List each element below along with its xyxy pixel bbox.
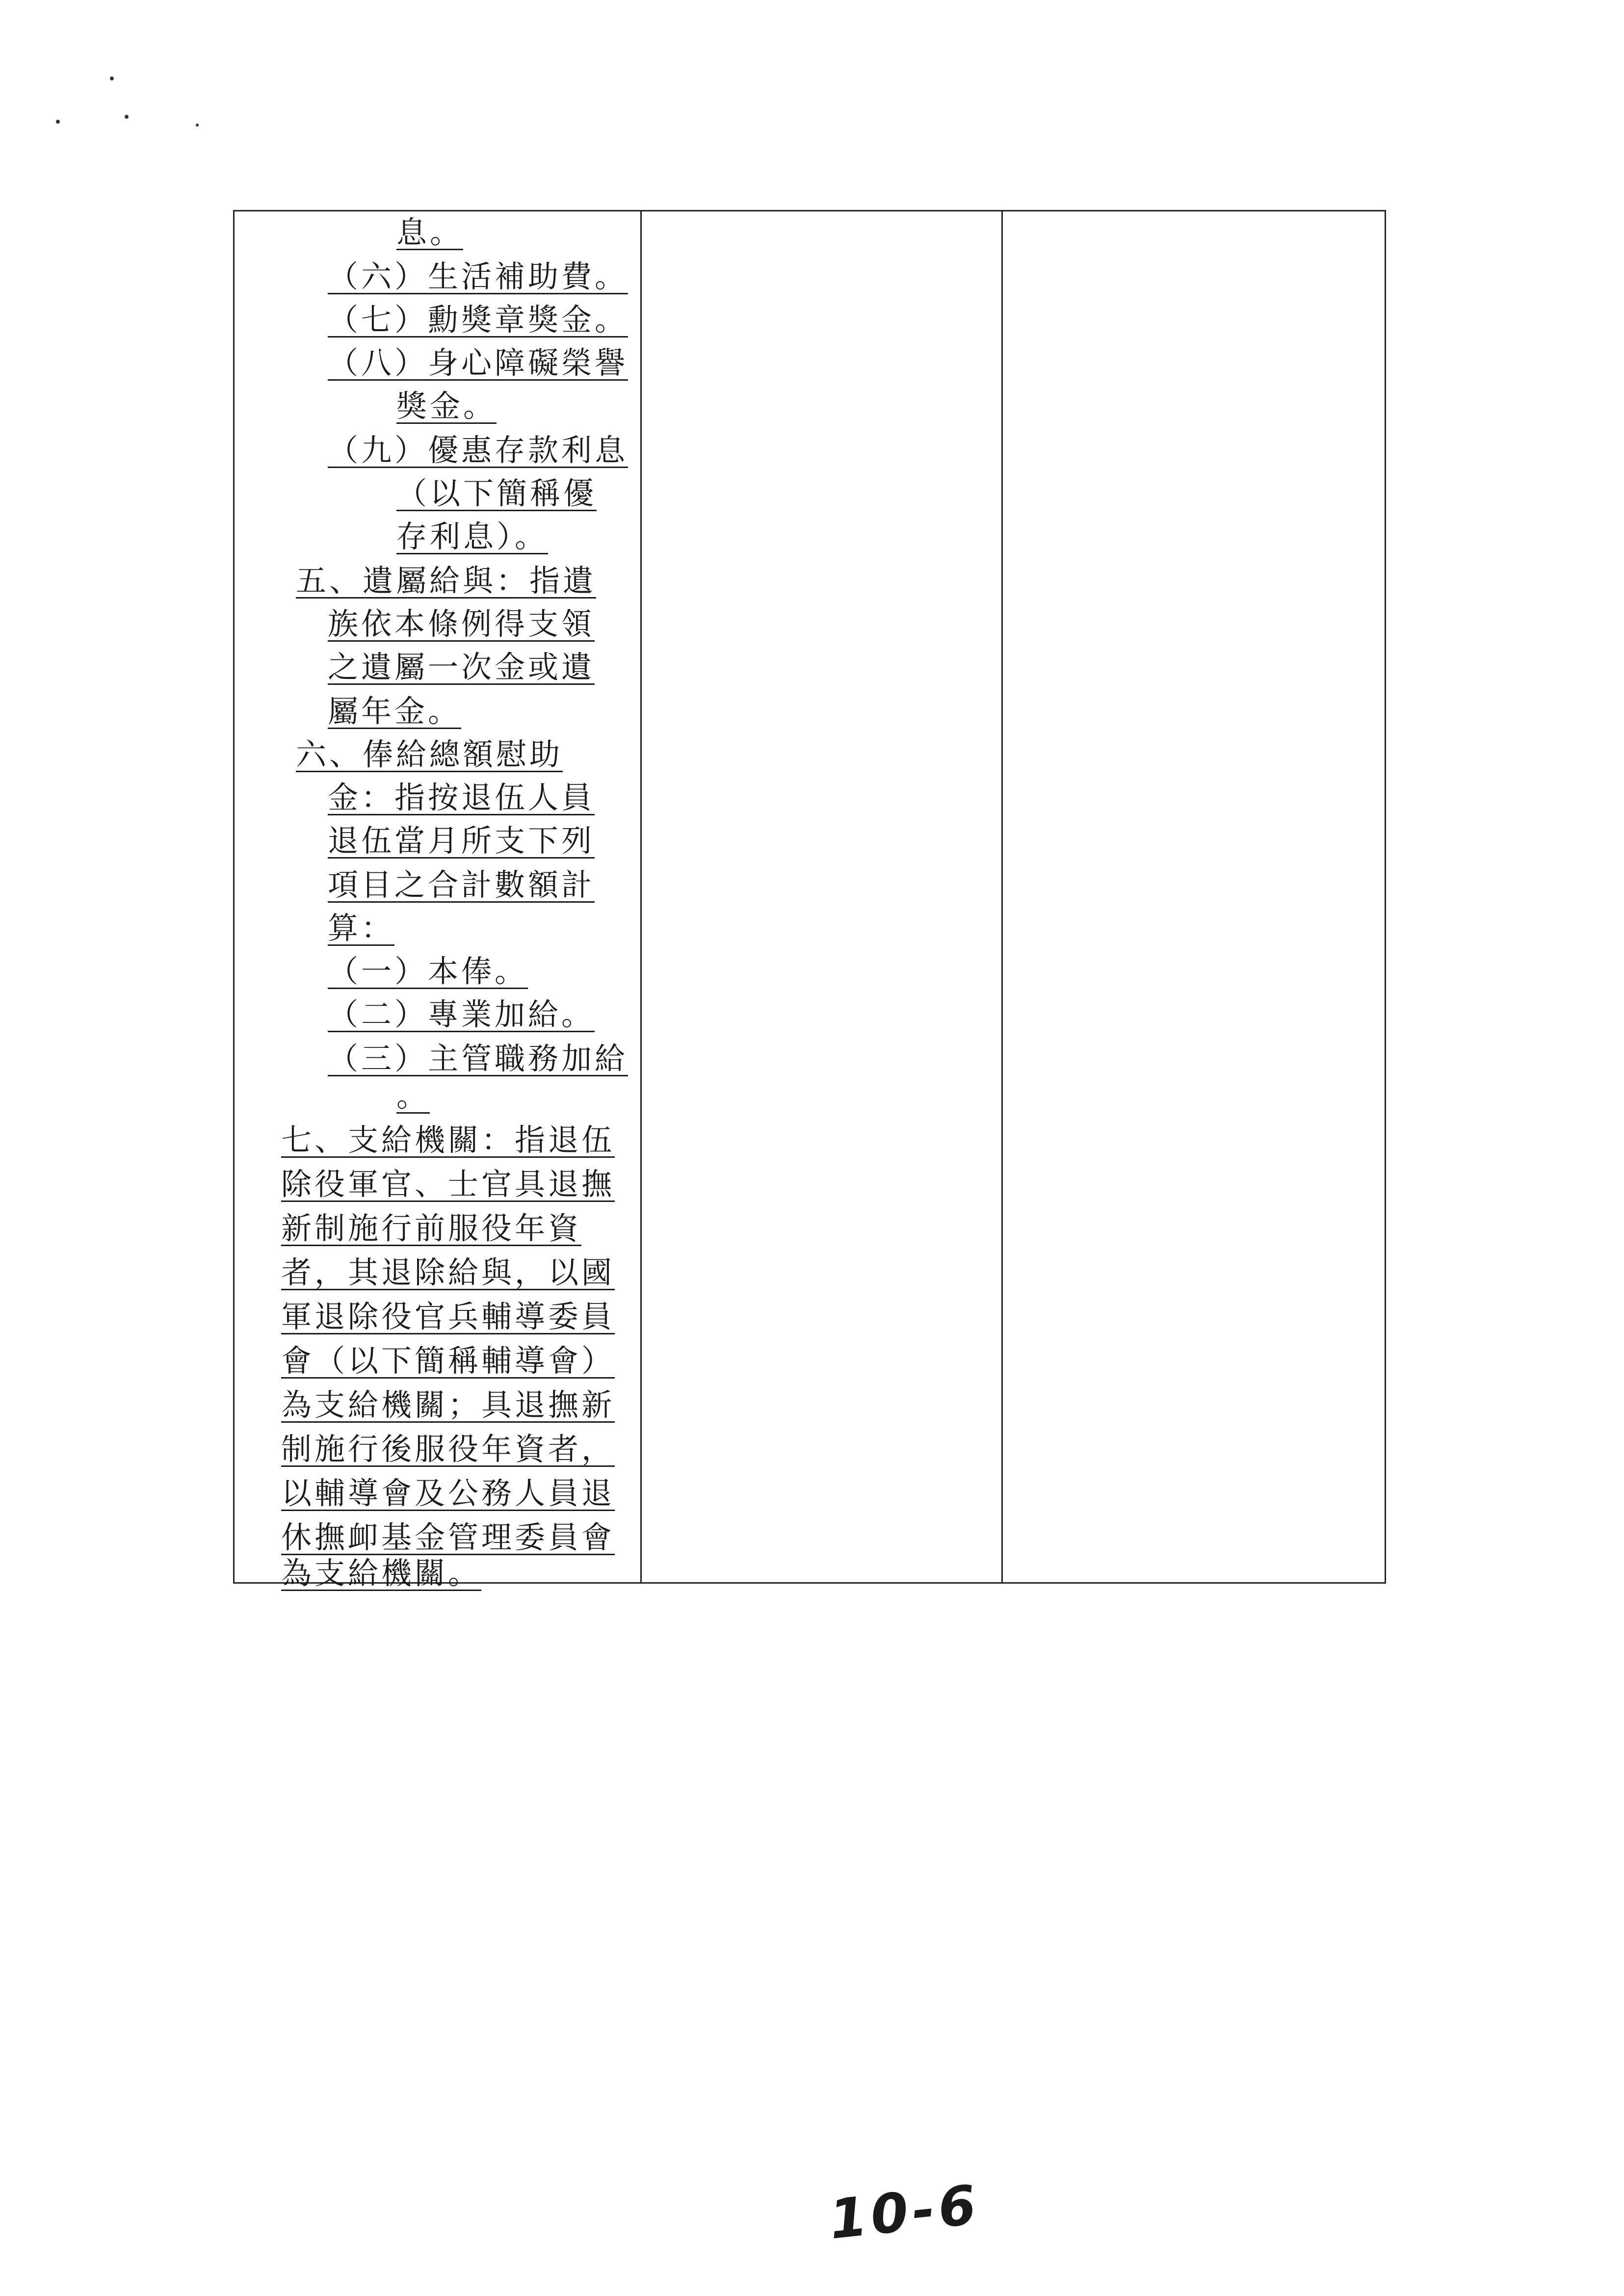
text-line: （七）勳獎章獎金。 bbox=[328, 302, 629, 338]
table-column-divider bbox=[640, 211, 642, 1582]
text-line: 制施行後服役年資者， bbox=[281, 1431, 615, 1467]
handwritten-page-number: 10-6 bbox=[826, 2173, 983, 2251]
text-line: （以下簡稱優 bbox=[396, 475, 597, 511]
text-line: 項目之合計數額計 bbox=[328, 867, 595, 903]
text-line: 。 bbox=[396, 1078, 430, 1114]
text-line: （八）身心障礙榮譽 bbox=[328, 345, 629, 381]
text-line: 以輔導會及公務人員退 bbox=[281, 1475, 615, 1511]
text-line: 者，其退除給與，以國 bbox=[281, 1254, 615, 1290]
text-line: 會（以下簡稱輔導會） bbox=[281, 1343, 615, 1379]
text-line: 七、支給機關：指退伍 bbox=[281, 1122, 615, 1158]
text-line: 算： bbox=[328, 910, 395, 946]
text-line: 軍退除役官兵輔導委員 bbox=[281, 1299, 615, 1334]
text-line: 息。 bbox=[396, 214, 464, 250]
text-line: 退伍當月所支下列 bbox=[328, 823, 595, 859]
comparison-table bbox=[233, 210, 1386, 1591]
text-line: 新制施行前服役年資 bbox=[281, 1210, 582, 1246]
text-line: （六）生活補助費。 bbox=[328, 259, 629, 294]
text-line: 休撫卹基金管理委員會 bbox=[281, 1519, 615, 1555]
text-line: （三）主管職務加給 bbox=[328, 1041, 629, 1076]
text-line: 六、俸給總額慰助 bbox=[296, 736, 563, 772]
text-line: 為支給機關；具退撫新 bbox=[281, 1387, 615, 1423]
text-line: 除役軍官、士官具退撫 bbox=[281, 1166, 615, 1202]
text-line: 金：指按退伍人員 bbox=[328, 780, 595, 815]
text-line: （一）本俸。 bbox=[328, 953, 528, 989]
table-column-divider bbox=[1001, 211, 1003, 1582]
text-line: 屬年金。 bbox=[328, 693, 462, 729]
text-line: 為支給機關。 bbox=[281, 1555, 482, 1591]
text-line: 族依本條例得支領 bbox=[328, 606, 595, 642]
text-line: 之遺屬一次金或遺 bbox=[328, 649, 595, 685]
text-line: 存利息）。 bbox=[396, 519, 549, 554]
text-line: 獎金。 bbox=[396, 388, 497, 424]
text-line: （九）優惠存款利息 bbox=[328, 432, 629, 468]
text-line: （二）專業加給。 bbox=[328, 996, 595, 1032]
text-line: 五、遺屬給與：指遺 bbox=[296, 563, 597, 599]
